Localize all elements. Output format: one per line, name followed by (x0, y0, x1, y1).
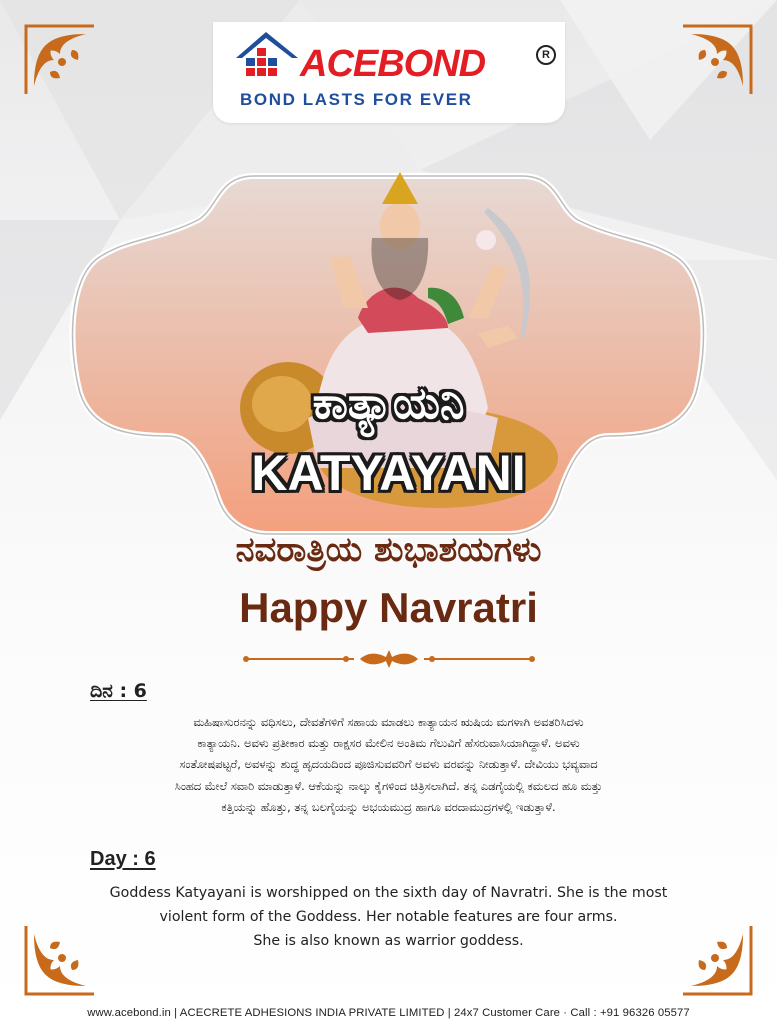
description-kannada-line: ಸಿಂಹದ ಮೇಲೆ ಸವಾರಿ ಮಾಡುತ್ತಾಳೆ. ಆಕೆಯನ್ನು ನಾಲ್ಕು ಕೈಗಳಿಂದ ಚಿತ್ರಿಸಲಾಗಿದೆ. ತನ್ನ ಎಡಗೈಯಲ್ಲಿ ಕಮಲದ ಹೂ ಮತ್ತು (174, 778, 603, 793)
description-kannada-line: ಮಹಿಷಾಸುರನನ್ನು ವಧಿಸಲು, ದೇವತೆಗಳಿಗೆ ಸಹಾಯ ಮಾಡಲು ಕಾತ್ಯಾಯನ ಋಷಿಯ ಮಗಳಾಗಿ ಅವತರಿಸಿದಳು (193, 715, 584, 729)
goddess-name-english: KATYAYANI (251, 445, 526, 501)
goddess-name-kannada: ಕಾತ್ಯಾಯನಿ (312, 378, 465, 429)
brand-name: ACEBOND (300, 43, 486, 85)
description-kannada-line: ಸಂತೋಷಪಟ್ಟರೆ, ಅವಳನ್ನು ಶುದ್ಧ ಹೃದಯದಿಂದ ಪೂಜಿಸುವವರಿಗೆ ಅವಳು ವರವನ್ನು ನೀಡುತ್ತಾಳೆ. ದೇವಿಯು ಭವ್ಯವಾದ (179, 757, 598, 772)
greeting-english: Happy Navratri (239, 584, 538, 631)
corner-ornament-top-right (677, 20, 757, 100)
description-kannada-line: ಕಾತ್ಯಾಯನಿ. ಅವಳು ಪ್ರತೀಕಾರ ಮತ್ತು ರಾಕ್ಷಸರ ಮೇಲಿನ ಅಂತಿಮ ಗೆಲುವಿಗೆ ಹೆಸರುವಾಸಿಯಾಗಿದ್ದಾಳೆ. ಅವಳು (197, 736, 580, 751)
description-english-line: violent form of the Goddess. Her notable features are four arms. (159, 909, 618, 925)
description-kannada (105, 712, 672, 818)
corner-ornament-top-left (20, 20, 100, 100)
brand-tagline: BOND LASTS FOR EVER (240, 90, 473, 109)
day-heading-kannada: ದಿನ : 6 (90, 680, 147, 702)
house-logo-icon (232, 28, 304, 86)
greeting-kannada: ನವರಾತ್ರಿಯ ಶುಭಾಶಯಗಳು (235, 530, 542, 570)
day-heading-english: Day : 6 (90, 848, 156, 870)
footer-contact: www.acebond.in | ACECRETE ADHESIONS INDIA PRIVATE LIMITED | 24x7 Customer Care · Call : +91 96326 05577 (87, 1007, 690, 1019)
description-english-line: She is also known as warrior goddess. (253, 933, 524, 949)
registered-mark: R (536, 45, 556, 65)
decorative-divider (242, 648, 536, 670)
description-kannada-line: ಕತ್ತಿಯನ್ನು ಹೊತ್ತು, ತನ್ನ ಬಲಗೈಯನ್ನು ಅಭಯಮುದ್ರ ಹಾಗೂ ವರದಾಮುದ್ರಗಳಲ್ಲಿ ಇಡುತ್ತಾಳೆ. (221, 799, 556, 814)
description-english (80, 881, 697, 953)
description-english-line: Goddess Katyayani is worshipped on the sixth day of Navratri. She is the most (109, 885, 668, 901)
